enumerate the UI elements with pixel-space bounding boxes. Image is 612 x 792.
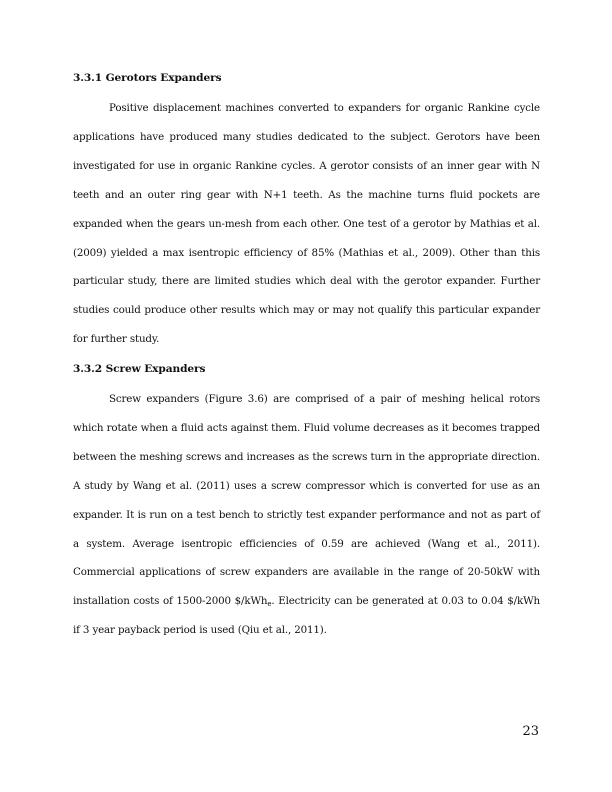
section-heading-gerotors: 3.3.1 Gerotors Expanders [73,72,222,84]
paragraph-text-part-1: Screw expanders (Figure 3.6) are comprised of a pair of meshing helical rotors which rotate when a fluid acts against them. Fluid volume decreases as it becomes trapped between the meshing screws and increases as the screws turn in the appropriate direction. A study by Wang et al. (2011) uses a screw compressor which is converted for use as an expander. It is run on a test bench to strictly test expander performance and not as part of a system. Average isentropic efficiencies of 0.59 are achieved (Wang et al., 2011). Commercial applications of screw expanders are available in the range of 20-50kW with installation costs of 1500-2000 $/kWh [73,393,540,608]
gerotors-paragraph: Positive displacement machines converted to expanders for organic Rankine cycle applications have produced many studies dedicated to the subject. Gerotors have been investigated for use in organic Rankine cycles. A gerotor consists of an inner gear with N teeth and an outer ring gear with N+1 teeth. As the machine turns fluid pockets are expanded when the gears un-mesh from each other. One test of a gerotor by Mathias et al. (2009) yielded a max isentropic efficiency of 85% (Mathias et al., 2009). Other than this particular study, there are limited studies which deal with the gerotor expander. Further studies could produce other results which may or may not qualify this particular expander for further study. [73,102,540,346]
section-heading-screw-expanders: 3.3.2 Screw Expanders [73,363,206,375]
paragraph-text-part-2: . Electricity can be generated at 0.03 to 0.04 $/kWh if 3 year payback period is used (Qiu et al., 2011). [73,595,540,637]
page-number: 23 [522,724,539,739]
screw-expanders-paragraph [73,385,540,645]
subscript-e: e [267,600,272,609]
